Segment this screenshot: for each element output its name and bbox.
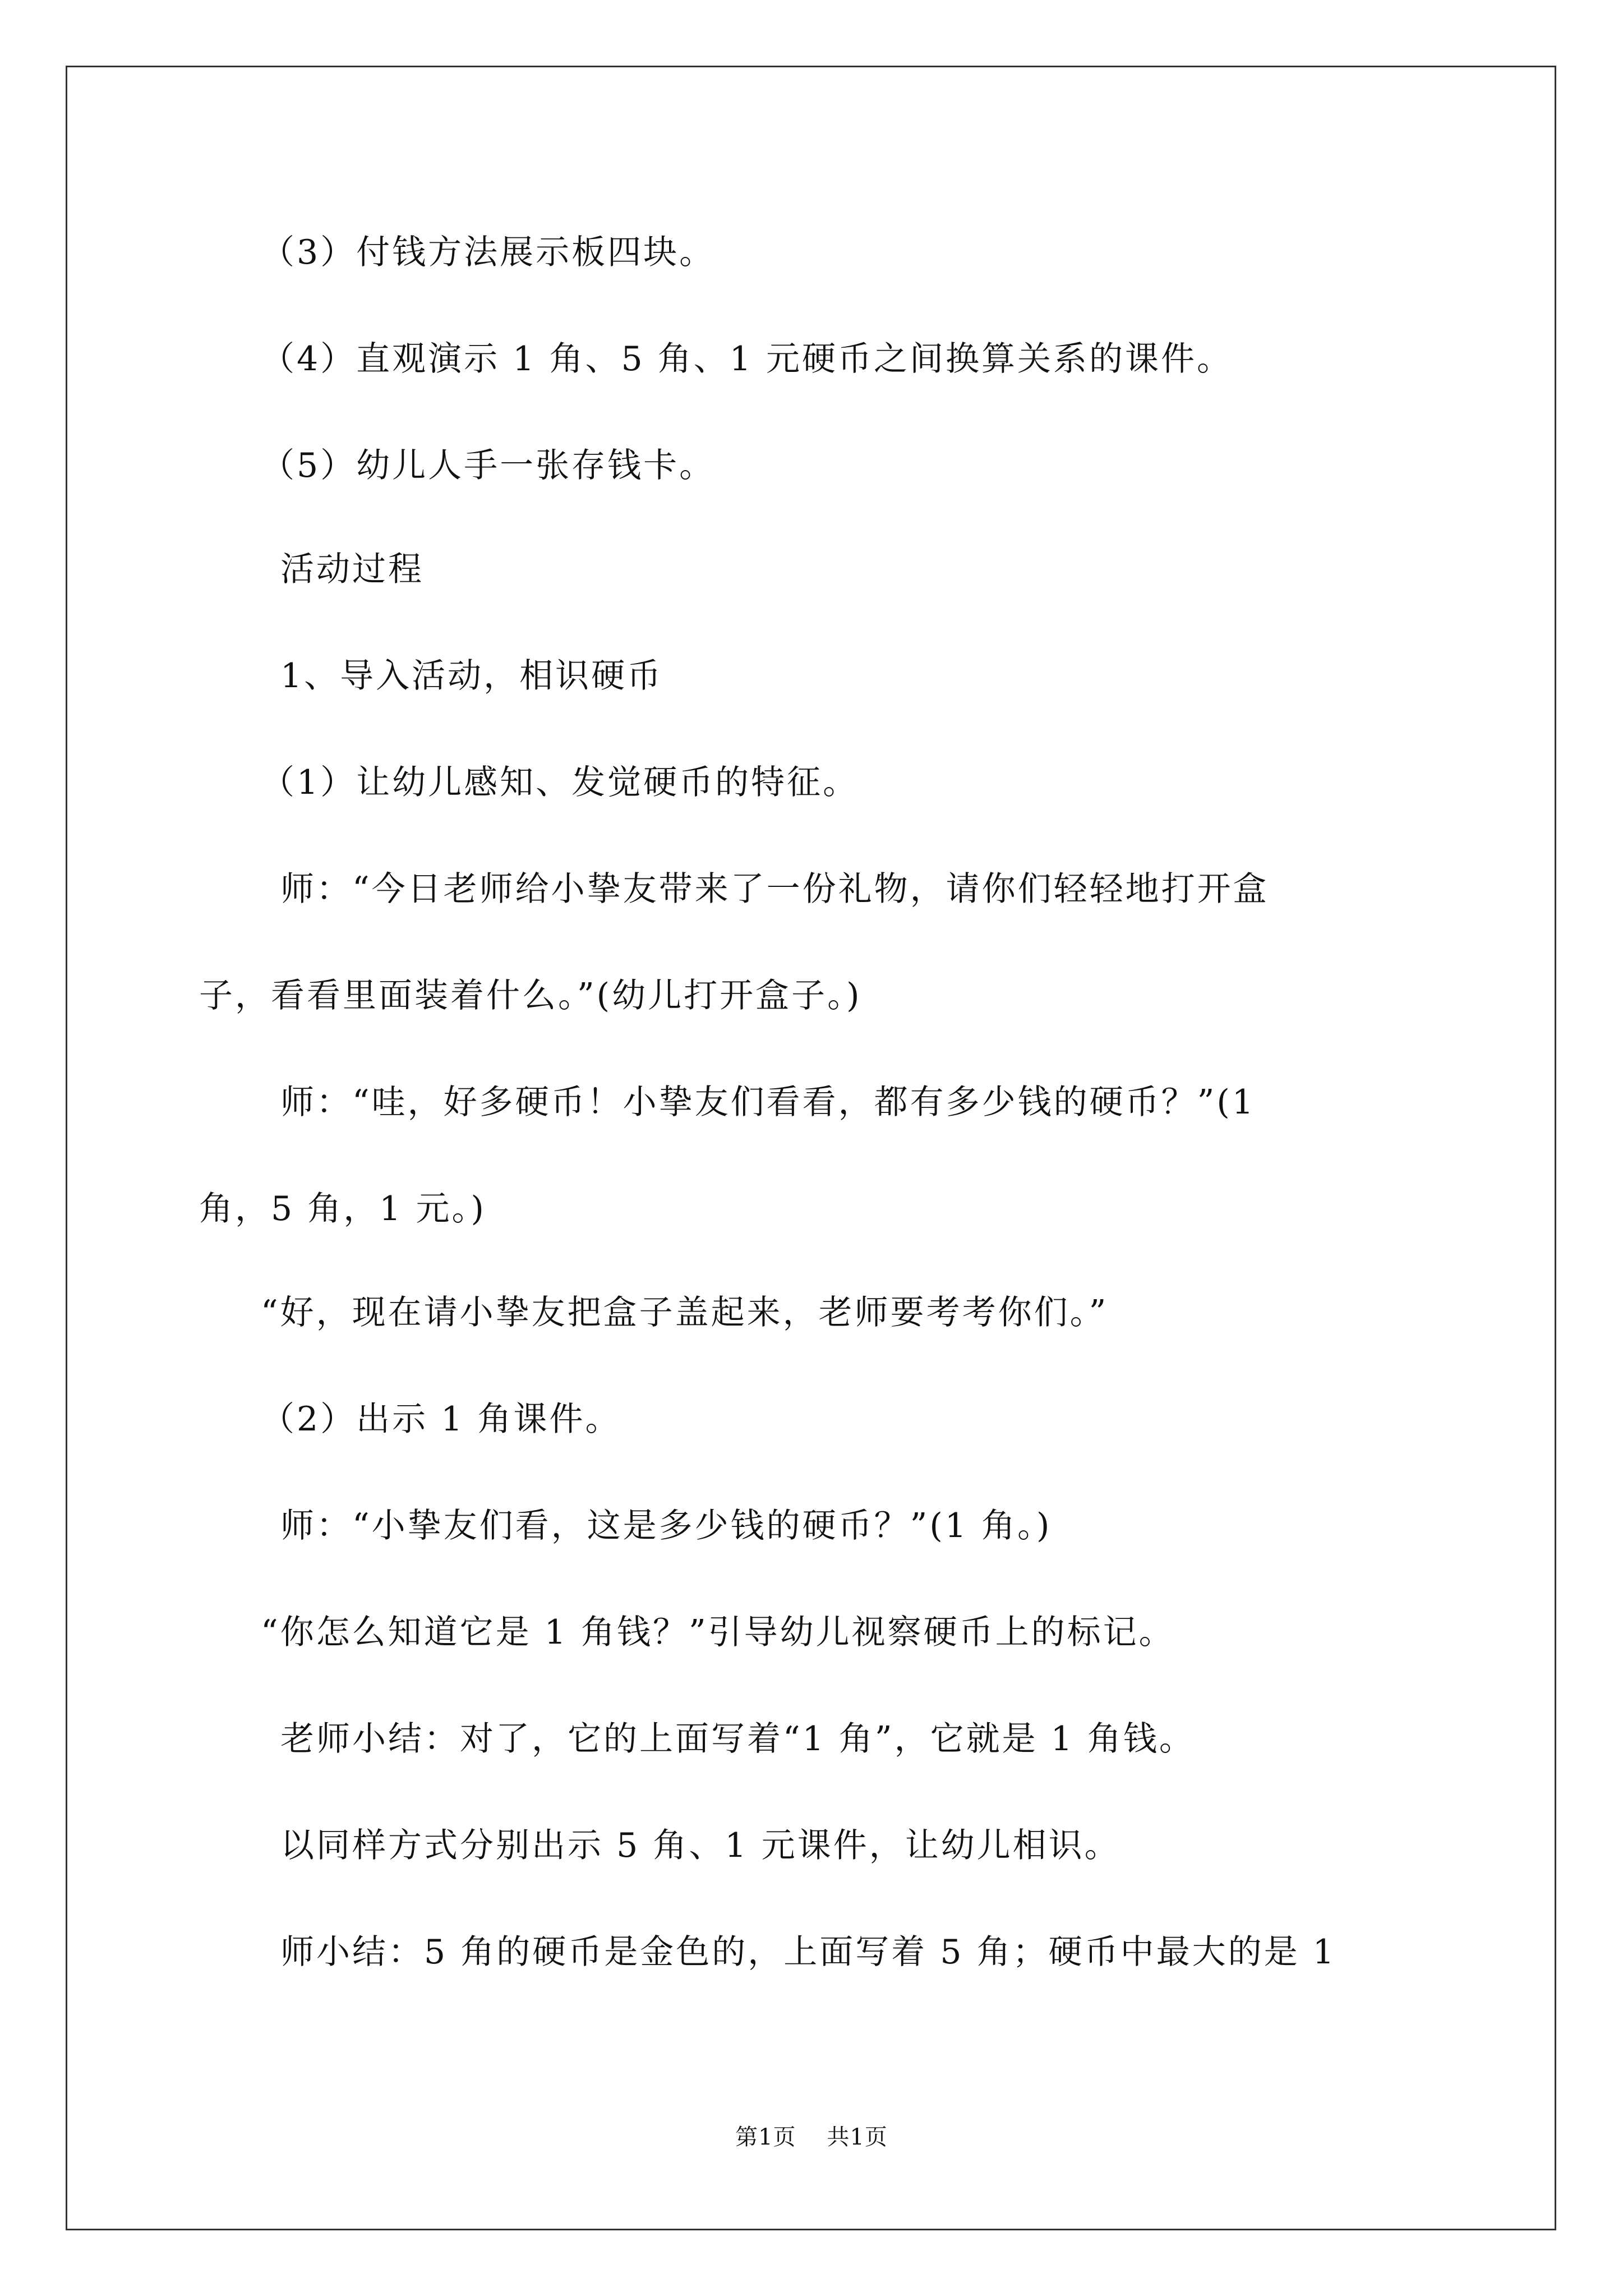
paragraph: （4）直观演示 1 角、5 角、1 元硬币之间换算关系的课件。 xyxy=(261,339,1233,379)
paragraph: 角，5 角，1 元。) xyxy=(199,1189,486,1228)
section-heading: 活动过程 xyxy=(280,550,424,589)
paragraph: 以同样方式分别出示 5 角、1 元课件，让幼儿相识。 xyxy=(280,1826,1121,1865)
paragraph: （1）让幼儿感知、发觉硬币的特征。 xyxy=(261,763,859,802)
paragraph: 1、导入活动，相识硬币 xyxy=(280,656,663,696)
page-footer xyxy=(0,2122,1623,2153)
paragraph: 老师小结：对了，它的上面写着“1 角”，它就是 1 角钱。 xyxy=(280,1719,1195,1759)
page-frame xyxy=(66,66,1556,2230)
paragraph: 师：“今日老师给小挚友带来了一份礼物，请你们轻轻地打开盒 xyxy=(280,869,1269,909)
paragraph: 师小结：5 角的硬币是金色的，上面写着 5 角；硬币中最大的是 1 xyxy=(280,1932,1336,1972)
page-number: 第1页 共1页 xyxy=(735,2124,888,2150)
paragraph: （2）出示 1 角课件。 xyxy=(261,1400,621,1439)
paragraph: （5）幼儿人手一张存钱卡。 xyxy=(261,446,716,485)
paragraph: 子，看看里面装着什么。”(幼儿打开盒子。) xyxy=(199,976,862,1015)
paragraph: “好，现在请小挚友把盒子盖起来，老师要考考你们。” xyxy=(261,1293,1109,1332)
paragraph: 师：“哇，好多硬币！小挚友们看看，都有多少钱的硬币？”(1 xyxy=(280,1083,1256,1122)
paragraph: （3）付钱方法展示板四块。 xyxy=(261,233,716,272)
paragraph: “你怎么知道它是 1 角钱？”引导幼儿视察硬币上的标记。 xyxy=(261,1613,1175,1652)
paragraph: 师：“小挚友们看，这是多少钱的硬币？”(1 角。) xyxy=(280,1506,1052,1545)
